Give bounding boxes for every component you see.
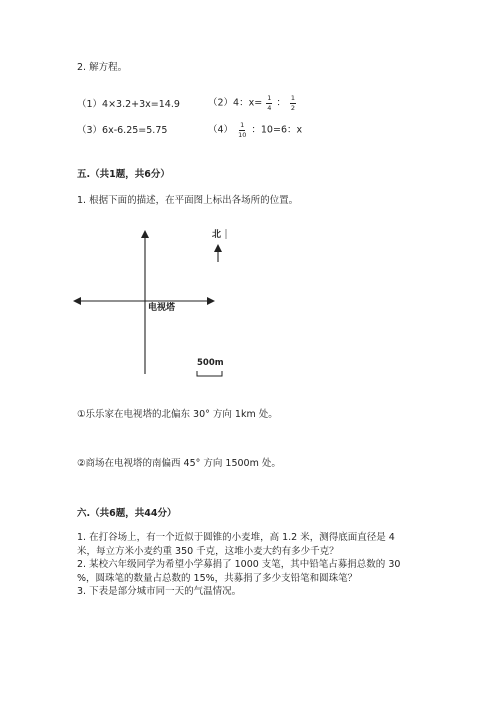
scale-bar: [197, 371, 222, 376]
scale-label: 500m: [197, 358, 224, 368]
location-description-1: ①乐乐家在电视塔的北偏东 30° 方向 1km 处。: [77, 409, 278, 420]
section-5-header: 五.（共1题，共6分）: [77, 169, 170, 180]
fraction-numerator: 1: [240, 121, 245, 129]
north-label: 北: [212, 230, 222, 240]
question-2-line-2: %，圆珠笔的数量占总数的 15%，共募捐了多少支铅笔和圆珠笔？: [77, 572, 358, 584]
section-6-question-3: 3. 下表是部分城市同一天的气温情况。: [77, 586, 242, 597]
fraction-denominator: 2: [290, 103, 296, 112]
section-6-header: 六.（共6题，共44分）: [77, 508, 177, 519]
equation-1: （1）4×3.2+3x=14.9: [77, 99, 180, 110]
question-1-line-1: 1. 在打谷场上，有一个近似于圆锥的小麦堆，高 1.2 米，测得底面直径是 4: [77, 532, 395, 543]
fraction-denominator: 4: [267, 103, 272, 112]
ratio-separator: ：: [276, 97, 286, 109]
question-1-line-2: 米，每立方米小麦约重 350 千克，这堆小麦大约有多少千克？: [77, 545, 339, 557]
equation-4-prefix: （4）: [208, 124, 234, 136]
section-6-question-2: [77, 558, 427, 585]
fraction-numerator: 1: [290, 94, 296, 102]
fraction-denominator: 10: [238, 130, 247, 139]
equation-3: （3）6x-6.25=5.75: [77, 125, 168, 136]
question-2-line-1: 2. 某校六年级同学为希望小学募捐了 1000 支笔，其中铅笔占募捐总数的 30: [77, 559, 401, 570]
section-6-question-1: [77, 531, 427, 558]
tv-tower-label: 电视塔: [148, 303, 176, 313]
fraction-numerator: 1: [267, 94, 272, 102]
section-5-question-1: 1. 根据下面的描述，在平面图上标出各场所的位置。: [77, 195, 299, 206]
equation-4-suffix: ：10=6：x: [251, 124, 303, 136]
question-2-title: 2. 解方程。: [77, 62, 128, 73]
location-description-2: ②商场在电视塔的南偏西 45° 方向 1500m 处。: [77, 458, 281, 469]
equation-2-prefix: （2）4：x=: [208, 97, 263, 109]
